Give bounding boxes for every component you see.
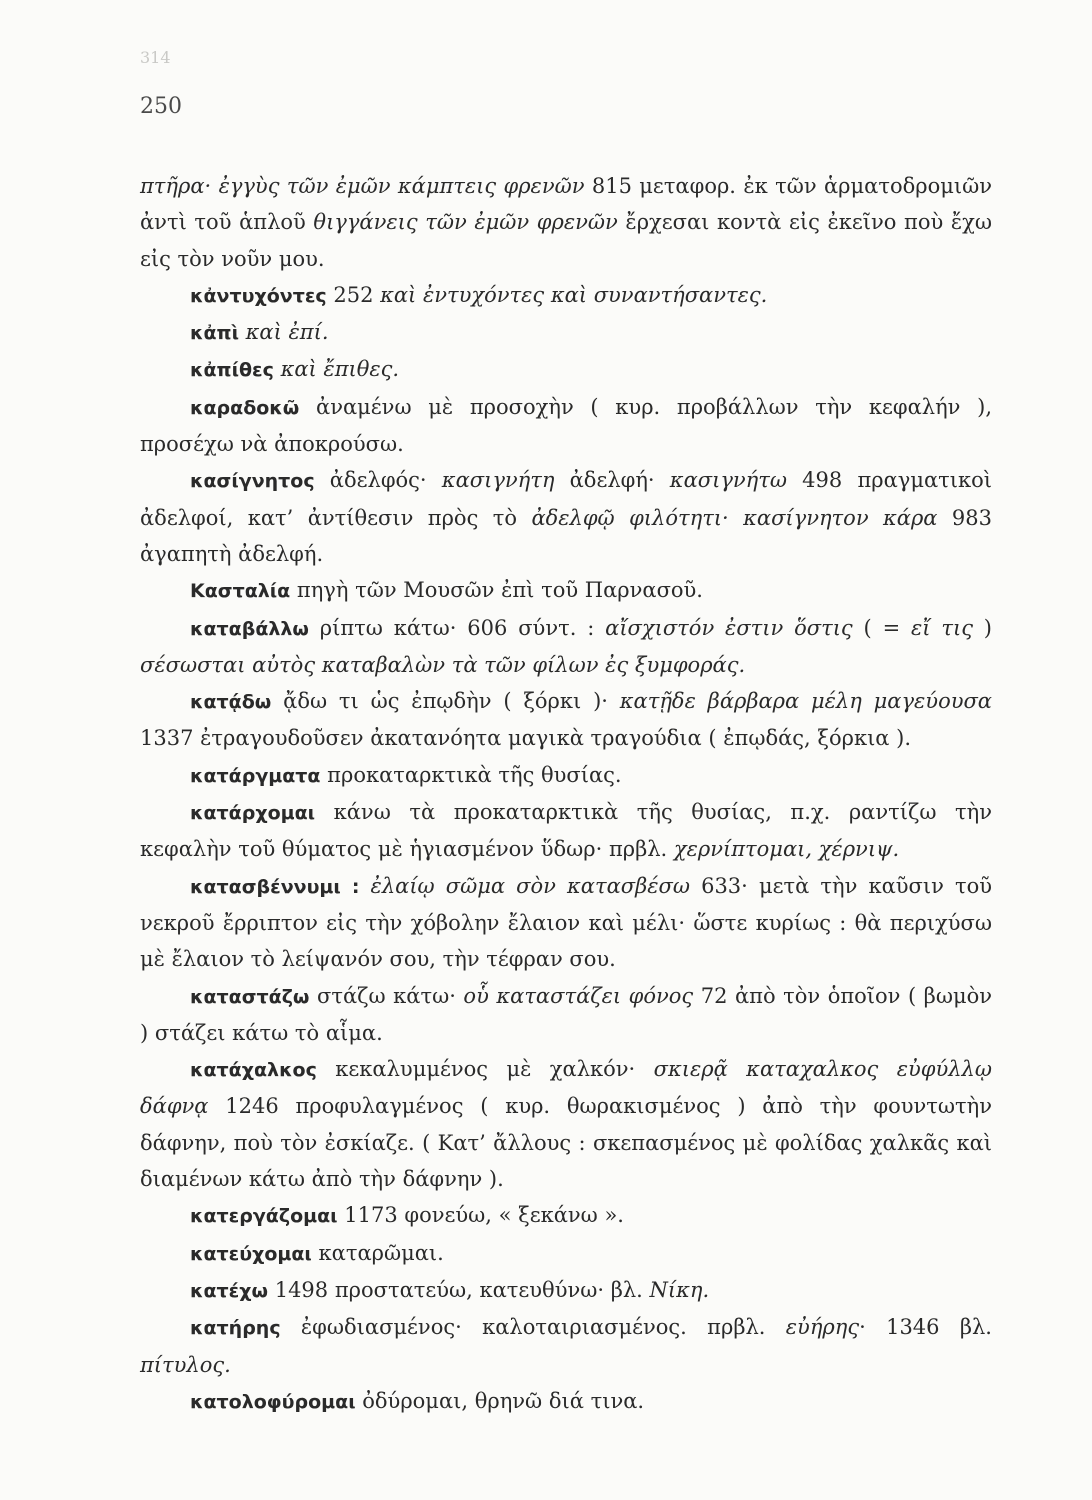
- greek-quotation: οὗ καταστάζει φόνος: [463, 983, 694, 1008]
- definition-text: ): [972, 615, 992, 640]
- glossary-entry: [140, 757, 992, 794]
- definition-text: 983 ἀγαπητὴ ἀδελφή.: [140, 505, 993, 566]
- definition-text: ἔρχεσαι κοντὰ εἰς ἐκεῖνο ποὺ ἔχω εἰς τὸν νοῦν μου.: [140, 210, 992, 271]
- definition-text: ἀδελφή·: [554, 468, 670, 493]
- definition-text: · 1346 βλ.: [859, 1315, 992, 1340]
- entry-continuation: [140, 168, 992, 277]
- definition-text: 1246 προφυλαγμένος ( κυρ. θωρακισμένος ) ἀπὸ τὴν φουντωτὴν δάφνην, ποὺ τὸν ἐσκίαζε. ( Κατ’ ἄλλους : σκεπασμένος μὲ φολίδας χαλκᾶς καὶ διαμένων κάτω ἀπὸ τὴν δάφνην ).: [140, 1094, 992, 1192]
- greek-quotation: κατῇδε βάρβαρα μέλη μαγεύουσα: [619, 689, 992, 714]
- greek-quotation: ἐλαίῳ σῶμα σὸν κατασβέσω: [359, 873, 690, 898]
- headword: καραδοκῶ: [190, 396, 300, 419]
- headword: καταβάλλω: [190, 617, 309, 640]
- glossary-entry: [140, 1383, 992, 1420]
- definition-text: καταρῶμαι.: [311, 1240, 444, 1265]
- definition-text: ρίπτω κάτω· 606 σύντ. :: [308, 615, 606, 640]
- glossary-entry: [140, 610, 992, 684]
- greek-quotation: κασιγνήτω: [669, 468, 787, 493]
- definition-text: 72 ἀπὸ τὸν ὁποῖον ( βωμὸν ) στάζει κάτω τὸ αἷμα.: [140, 983, 993, 1045]
- glossary-entry: [140, 277, 992, 314]
- faint-page-mark: 314: [140, 48, 171, 67]
- definition-text: 1498 προστατεύω, κατευθύνω· βλ.: [268, 1277, 650, 1302]
- greek-quotation: Νίκη.: [649, 1277, 710, 1302]
- headword: κατολοφύρομαι: [190, 1390, 356, 1413]
- glossary-entry: [140, 314, 992, 351]
- glossary-entry: [140, 1051, 992, 1197]
- definition-text: 252: [326, 282, 381, 307]
- headword: κατάχαλκος: [190, 1059, 317, 1082]
- definition-text: ὀδύρομαι, θρηνῶ διά τινα.: [355, 1388, 645, 1413]
- glossary-entry: [140, 794, 992, 868]
- greek-quotation: πτῆρα· ἐγγὺς τῶν ἐμῶν κάμπτεις φρενῶν: [140, 174, 585, 198]
- greek-quotation: εἴ τις: [911, 615, 973, 640]
- greek-quotation: καὶ ἐντυχόντες καὶ συναντήσαντες.: [380, 282, 768, 307]
- glossary-entry: [140, 1235, 992, 1272]
- greek-quotation: εὐήρης: [785, 1315, 860, 1340]
- greek-quotation: χερνίπτομαι, χέρνιψ.: [673, 837, 900, 862]
- definition-text: κάνω τὰ προκαταρκτικὰ τῆς θυσίας, π.χ. ραντίζω τὴν κεφαλὴν τοῦ θύματος μὲ ἡγιασμένον ὕδωρ· πρβλ.: [140, 800, 992, 862]
- greek-quotation: σκιερᾷ καταχαλκος εὐφύλλῳ δάφνᾳ: [140, 1057, 992, 1119]
- greek-quotation: πίτυλος.: [140, 1352, 231, 1377]
- headword: κατάρχομαι: [190, 802, 316, 825]
- definition-text: στάζω κάτω·: [309, 983, 464, 1008]
- definition-text: 498 πραγματικοὶ ἀδελφοί, κατ’ ἀντίθεσιν πρὸς τὸ: [140, 468, 993, 530]
- headword: κατάργματα: [190, 764, 321, 787]
- glossary-text: [140, 168, 992, 1420]
- greek-quotation: καὶ ἔπιθες.: [273, 357, 400, 382]
- glossary-entry: [140, 978, 992, 1052]
- greek-quotation: σέσωσται αὐτὸς καταβαλὼν τὰ τῶν φίλων ἐς ξυμφοράς.: [140, 652, 746, 677]
- greek-quotation: αἴσχιστόν ἐστιν ὅστις: [605, 615, 853, 640]
- glossary-entry: [140, 1309, 992, 1383]
- headword: κατᾴδω: [190, 691, 272, 714]
- glossary-entry: [140, 462, 992, 572]
- definition-text: ( =: [852, 615, 912, 640]
- headword: Κασταλία: [190, 580, 291, 603]
- glossary-entry: [140, 1197, 992, 1234]
- definition-text: προκαταρκτικὰ τῆς θυσίας.: [320, 762, 622, 787]
- headword: κατεύχομαι: [190, 1242, 312, 1265]
- definition-text: ἀναμένω μὲ προσοχὴν ( κυρ. προβάλλων τὴν κεφαλήν ), προσέχω νὰ ἀποκρούσω.: [140, 394, 992, 457]
- glossary-entry: [140, 572, 992, 609]
- page-number: 250: [140, 94, 182, 119]
- greek-quotation: καὶ ἐπί.: [238, 320, 329, 345]
- definition-text: 633· μετὰ τὴν καῦσιν τοῦ νεκροῦ ἔρριπτον εἰς τὴν χόβολην ἔλαιον καὶ μέλι· ὥστε κυρίως : θὰ περιχύσω μὲ ἔλαιον τὸ λείψανόν σου, τὴν τέφραν σου.: [140, 873, 992, 972]
- definition-text: ἀδελφός·: [314, 468, 442, 493]
- greek-quotation: θιγγάνεις τῶν ἐμῶν φρενῶν: [313, 210, 618, 235]
- headword: κἀντυχόντες: [190, 284, 327, 307]
- headword: κατασβέννυμι :: [190, 875, 360, 898]
- glossary-entry: [140, 868, 992, 978]
- glossary-entry: [140, 389, 992, 463]
- definition-text: ᾄδω τι ὡς ἐπῳδὴν ( ξόρκι )·: [271, 689, 620, 714]
- greek-quotation: ἀδελφῷ φιλότητι· κασίγνητον κάρα: [531, 505, 938, 530]
- glossary-entry: [140, 683, 992, 757]
- definition-text: πηγὴ τῶν Μουσῶν ἐπὶ τοῦ Παρνασοῦ.: [290, 578, 703, 603]
- definition-text: κεκαλυμμένος μὲ χαλκόν·: [316, 1057, 654, 1082]
- definition-text: 1173 φονεύω, « ξεκάνω ».: [337, 1203, 624, 1228]
- headword: κατεργάζομαι: [190, 1205, 338, 1228]
- glossary-entry: [140, 351, 992, 388]
- headword: καταστάζω: [190, 985, 310, 1008]
- headword: κἀπὶ: [190, 322, 239, 345]
- definition-text: ἐφωδιασμένος· καλοταιριασμένος. πρβλ.: [280, 1315, 786, 1340]
- headword: κασίγνητος: [190, 470, 315, 493]
- headword: κἀπίθες: [190, 359, 274, 382]
- greek-quotation: κασιγνήτη: [441, 468, 555, 493]
- definition-text: 1337 ἐτραγουδοῦσεν ἀκατανόητα μαγικὰ τραγούδια ( ἐπῳδάς, ξόρκια ).: [140, 726, 912, 751]
- definition-text: 815 μεταφορ. ἐκ τῶν ἁρματοδρομιῶν ἀντὶ τοῦ ἁπλοῦ: [140, 174, 992, 235]
- headword: κατέχω: [190, 1279, 269, 1302]
- headword: κατήρης: [190, 1317, 281, 1340]
- glossary-entry: [140, 1272, 992, 1309]
